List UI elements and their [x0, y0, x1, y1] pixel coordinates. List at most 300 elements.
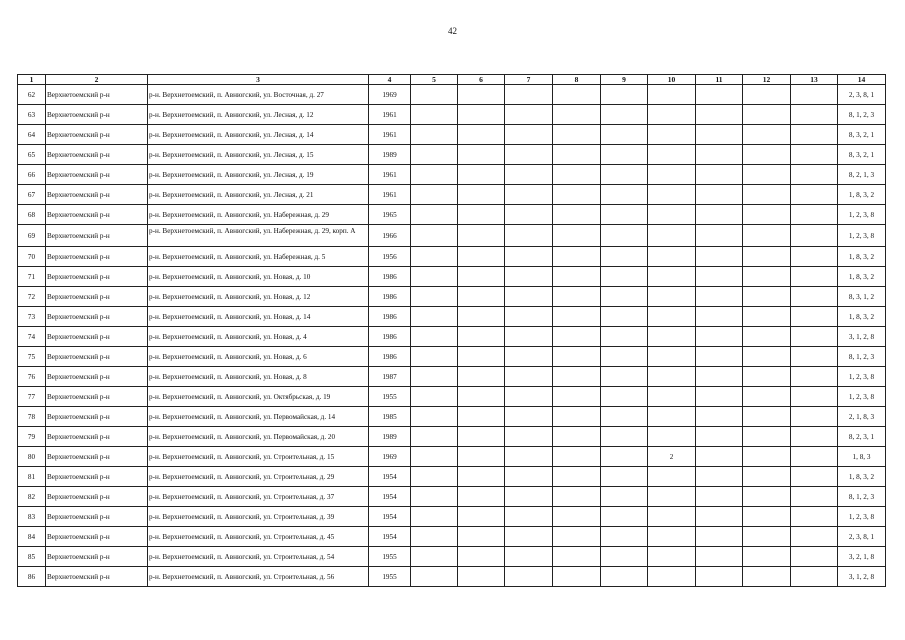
col-11-cell — [696, 205, 743, 225]
address-cell: р-н. Верхнетоемский, п. Авнюгский, ул. Первомайская, д. 14 — [148, 407, 369, 427]
col-13-cell — [791, 247, 838, 267]
col-9-cell — [601, 367, 648, 387]
district-cell: Верхнетоемский р-н — [46, 507, 148, 527]
col-7-cell — [505, 527, 553, 547]
address-cell: р-н. Верхнетоемский, п. Авнюгский, ул. Лесная, д. 21 — [148, 185, 369, 205]
col-9-cell — [601, 287, 648, 307]
col-7-cell — [505, 165, 553, 185]
row-number: 69 — [18, 225, 46, 247]
sequence-cell: 8, 1, 2, 3 — [838, 105, 886, 125]
year-cell: 1965 — [369, 205, 411, 225]
col-13-cell — [791, 507, 838, 527]
year-cell: 1956 — [369, 247, 411, 267]
address-cell: р-н. Верхнетоемский, п. Авнюгский, ул. Лесная, д. 19 — [148, 165, 369, 185]
col-11-cell — [696, 165, 743, 185]
col-12-cell — [743, 287, 791, 307]
col-12-cell — [743, 427, 791, 447]
col-12-cell — [743, 267, 791, 287]
col-9-cell — [601, 407, 648, 427]
col-8-cell — [553, 287, 601, 307]
district-cell: Верхнетоемский р-н — [46, 527, 148, 547]
sequence-cell: 8, 3, 2, 1 — [838, 125, 886, 145]
col-7-cell — [505, 427, 553, 447]
col-8-cell — [553, 347, 601, 367]
sequence-cell: 8, 1, 2, 3 — [838, 347, 886, 367]
col-5-cell — [411, 367, 458, 387]
column-header-14: 14 — [838, 75, 886, 85]
col-9-cell — [601, 225, 648, 247]
row-number: 86 — [18, 567, 46, 587]
col-7-cell — [505, 247, 553, 267]
year-cell: 1955 — [369, 567, 411, 587]
address-cell: р-н. Верхнетоемский, п. Авнюгский, ул. Новая, д. 10 — [148, 267, 369, 287]
col-8-cell — [553, 205, 601, 225]
district-cell: Верхнетоемский р-н — [46, 185, 148, 205]
col-12-cell — [743, 307, 791, 327]
col-8-cell — [553, 225, 601, 247]
table-row — [18, 547, 886, 567]
col-9-cell — [601, 507, 648, 527]
year-cell: 1966 — [369, 225, 411, 247]
table-row — [18, 407, 886, 427]
year-cell: 1954 — [369, 487, 411, 507]
district-cell: Верхнетоемский р-н — [46, 447, 148, 467]
address-cell: р-н. Верхнетоемский, п. Авнюгский, ул. Строительная, д. 39 — [148, 507, 369, 527]
col-12-cell — [743, 527, 791, 547]
col-10-cell — [648, 427, 696, 447]
table-row — [18, 327, 886, 347]
sequence-cell: 8, 3, 1, 2 — [838, 287, 886, 307]
row-number: 68 — [18, 205, 46, 225]
year-cell: 1986 — [369, 287, 411, 307]
col-6-cell — [458, 487, 505, 507]
col-7-cell — [505, 85, 553, 105]
col-6-cell — [458, 427, 505, 447]
col-6-cell — [458, 527, 505, 547]
col-10-cell — [648, 467, 696, 487]
address-cell: р-н. Верхнетоемский, п. Авнюгский, ул. Новая, д. 6 — [148, 347, 369, 367]
col-13-cell — [791, 165, 838, 185]
col-8-cell — [553, 507, 601, 527]
col-10-cell — [648, 185, 696, 205]
table-row — [18, 467, 886, 487]
col-6-cell — [458, 247, 505, 267]
col-7-cell — [505, 347, 553, 367]
col-9-cell — [601, 125, 648, 145]
district-cell: Верхнетоемский р-н — [46, 125, 148, 145]
sequence-cell: 8, 3, 2, 1 — [838, 145, 886, 165]
col-12-cell — [743, 387, 791, 407]
table-row — [18, 507, 886, 527]
district-cell: Верхнетоемский р-н — [46, 287, 148, 307]
col-10-cell — [648, 327, 696, 347]
column-header-9: 9 — [601, 75, 648, 85]
col-11-cell — [696, 447, 743, 467]
col-7-cell — [505, 105, 553, 125]
address-cell: р-н. Верхнетоемский, п. Авнюгский, ул. Лесная, д. 14 — [148, 125, 369, 145]
address-cell: р-н. Верхнетоемский, п. Авнюгский, ул. Лесная, д. 12 — [148, 105, 369, 125]
col-11-cell — [696, 307, 743, 327]
address-cell: р-н. Верхнетоемский, п. Авнюгский, ул. Набережная, д. 5 — [148, 247, 369, 267]
address-cell: р-н. Верхнетоемский, п. Авнюгский, ул. Новая, д. 4 — [148, 327, 369, 347]
sequence-cell: 3, 2, 1, 8 — [838, 547, 886, 567]
sequence-cell: 1, 8, 3 — [838, 447, 886, 467]
sequence-cell: 1, 8, 3, 2 — [838, 185, 886, 205]
district-cell: Верхнетоемский р-н — [46, 487, 148, 507]
sequence-cell: 1, 2, 3, 8 — [838, 205, 886, 225]
row-number: 63 — [18, 105, 46, 125]
row-number: 82 — [18, 487, 46, 507]
col-5-cell — [411, 407, 458, 427]
year-cell: 1954 — [369, 507, 411, 527]
col-12-cell — [743, 487, 791, 507]
col-11-cell — [696, 225, 743, 247]
col-9-cell — [601, 567, 648, 587]
table-row — [18, 387, 886, 407]
col-10-cell — [648, 165, 696, 185]
district-cell: Верхнетоемский р-н — [46, 165, 148, 185]
col-12-cell — [743, 447, 791, 467]
col-8-cell — [553, 447, 601, 467]
col-9-cell — [601, 145, 648, 165]
col-6-cell — [458, 447, 505, 467]
row-number: 79 — [18, 427, 46, 447]
col-5-cell — [411, 145, 458, 165]
col-7-cell — [505, 225, 553, 247]
col-12-cell — [743, 225, 791, 247]
col-6-cell — [458, 387, 505, 407]
year-cell: 1986 — [369, 347, 411, 367]
col-9-cell — [601, 205, 648, 225]
col-10-cell — [648, 547, 696, 567]
table-row — [18, 145, 886, 165]
col-5-cell — [411, 287, 458, 307]
table-row — [18, 347, 886, 367]
year-cell: 1986 — [369, 327, 411, 347]
col-7-cell — [505, 307, 553, 327]
row-number: 74 — [18, 327, 46, 347]
col-8-cell — [553, 267, 601, 287]
table-row — [18, 185, 886, 205]
col-6-cell — [458, 547, 505, 567]
sequence-cell: 1, 8, 3, 2 — [838, 307, 886, 327]
sequence-cell: 8, 1, 2, 3 — [838, 487, 886, 507]
col-7-cell — [505, 267, 553, 287]
col-10-cell — [648, 145, 696, 165]
col-5-cell — [411, 225, 458, 247]
col-7-cell — [505, 327, 553, 347]
col-11-cell — [696, 547, 743, 567]
address-cell: р-н. Верхнетоемский, п. Авнюгский, ул. Строительная, д. 29 — [148, 467, 369, 487]
row-number: 76 — [18, 367, 46, 387]
col-10-cell — [648, 487, 696, 507]
col-12-cell — [743, 185, 791, 205]
sequence-cell: 1, 2, 3, 8 — [838, 367, 886, 387]
col-9-cell — [601, 267, 648, 287]
col-13-cell — [791, 347, 838, 367]
col-9-cell — [601, 467, 648, 487]
col-7-cell — [505, 205, 553, 225]
col-11-cell — [696, 185, 743, 205]
row-number: 78 — [18, 407, 46, 427]
district-cell: Верхнетоемский р-н — [46, 327, 148, 347]
column-header-8: 8 — [553, 75, 601, 85]
row-number: 73 — [18, 307, 46, 327]
column-header-3: 3 — [148, 75, 369, 85]
col-10-cell — [648, 367, 696, 387]
table-row — [18, 427, 886, 447]
col-9-cell — [601, 185, 648, 205]
col-11-cell — [696, 427, 743, 447]
column-header-4: 4 — [369, 75, 411, 85]
col-5-cell — [411, 247, 458, 267]
row-number: 64 — [18, 125, 46, 145]
col-12-cell — [743, 327, 791, 347]
table-row — [18, 567, 886, 587]
col-7-cell — [505, 567, 553, 587]
row-number: 62 — [18, 85, 46, 105]
col-6-cell — [458, 287, 505, 307]
col-8-cell — [553, 387, 601, 407]
col-12-cell — [743, 467, 791, 487]
col-10-cell — [648, 507, 696, 527]
col-13-cell — [791, 105, 838, 125]
col-13-cell — [791, 85, 838, 105]
col-12-cell — [743, 105, 791, 125]
table-row — [18, 307, 886, 327]
col-6-cell — [458, 307, 505, 327]
table-row — [18, 205, 886, 225]
col-6-cell — [458, 567, 505, 587]
sequence-cell: 1, 2, 3, 8 — [838, 225, 886, 247]
column-header-1: 1 — [18, 75, 46, 85]
col-11-cell — [696, 85, 743, 105]
col-9-cell — [601, 347, 648, 367]
year-cell: 1961 — [369, 125, 411, 145]
sequence-cell: 3, 1, 2, 8 — [838, 327, 886, 347]
col-5-cell — [411, 467, 458, 487]
table-row — [18, 267, 886, 287]
sequence-cell: 8, 2, 3, 1 — [838, 427, 886, 447]
col-12-cell — [743, 247, 791, 267]
col-6-cell — [458, 205, 505, 225]
col-8-cell — [553, 145, 601, 165]
col-9-cell — [601, 547, 648, 567]
address-cell: р-н. Верхнетоемский, п. Авнюгский, ул. Новая, д. 8 — [148, 367, 369, 387]
col-11-cell — [696, 527, 743, 547]
col-5-cell — [411, 267, 458, 287]
col-13-cell — [791, 205, 838, 225]
col-9-cell — [601, 447, 648, 467]
year-cell: 1961 — [369, 105, 411, 125]
col-13-cell — [791, 447, 838, 467]
row-number: 66 — [18, 165, 46, 185]
district-cell: Верхнетоемский р-н — [46, 467, 148, 487]
col-7-cell — [505, 185, 553, 205]
col-7-cell — [505, 367, 553, 387]
col-11-cell — [696, 407, 743, 427]
header-row — [18, 75, 886, 85]
address-cell: р-н. Верхнетоемский, п. Авнюгский, ул. Первомайская, д. 20 — [148, 427, 369, 447]
table-body — [18, 85, 886, 587]
col-11-cell — [696, 467, 743, 487]
district-cell: Верхнетоемский р-н — [46, 427, 148, 447]
col-9-cell — [601, 85, 648, 105]
col-8-cell — [553, 547, 601, 567]
col-6-cell — [458, 347, 505, 367]
col-12-cell — [743, 547, 791, 567]
year-cell: 1987 — [369, 367, 411, 387]
col-6-cell — [458, 225, 505, 247]
col-13-cell — [791, 407, 838, 427]
row-number: 85 — [18, 547, 46, 567]
col-11-cell — [696, 287, 743, 307]
col-10-cell — [648, 347, 696, 367]
col-12-cell — [743, 567, 791, 587]
col-5-cell — [411, 165, 458, 185]
table-row — [18, 225, 886, 247]
col-5-cell — [411, 205, 458, 225]
table-row — [18, 105, 886, 125]
table-row — [18, 287, 886, 307]
col-12-cell — [743, 507, 791, 527]
col-5-cell — [411, 347, 458, 367]
col-8-cell — [553, 125, 601, 145]
row-number: 80 — [18, 447, 46, 467]
district-cell: Верхнетоемский р-н — [46, 85, 148, 105]
col-12-cell — [743, 407, 791, 427]
col-9-cell — [601, 247, 648, 267]
col-5-cell — [411, 307, 458, 327]
row-number: 75 — [18, 347, 46, 367]
col-5-cell — [411, 487, 458, 507]
col-10-cell — [648, 105, 696, 125]
col-5-cell — [411, 427, 458, 447]
page-number: 42 — [448, 26, 457, 36]
col-13-cell — [791, 467, 838, 487]
district-cell: Верхнетоемский р-н — [46, 205, 148, 225]
address-cell: р-н. Верхнетоемский, п. Авнюгский, ул. Строительная, д. 56 — [148, 567, 369, 587]
address-cell: р-н. Верхнетоемский, п. Авнюгский, ул. Строительная, д. 37 — [148, 487, 369, 507]
col-12-cell — [743, 85, 791, 105]
year-cell: 1954 — [369, 527, 411, 547]
col-9-cell — [601, 427, 648, 447]
address-cell: р-н. Верхнетоемский, п. Авнюгский, ул. Строительная, д. 15 — [148, 447, 369, 467]
col-7-cell — [505, 467, 553, 487]
col-9-cell — [601, 327, 648, 347]
col-11-cell — [696, 125, 743, 145]
year-cell: 1961 — [369, 165, 411, 185]
col-10-cell — [648, 247, 696, 267]
col-12-cell — [743, 205, 791, 225]
col-13-cell — [791, 145, 838, 165]
sequence-cell: 1, 8, 3, 2 — [838, 267, 886, 287]
row-number: 83 — [18, 507, 46, 527]
col-7-cell — [505, 487, 553, 507]
column-header-6: 6 — [458, 75, 505, 85]
col-6-cell — [458, 367, 505, 387]
col-11-cell — [696, 267, 743, 287]
col-8-cell — [553, 247, 601, 267]
col-7-cell — [505, 125, 553, 145]
col-8-cell — [553, 105, 601, 125]
col-9-cell — [601, 307, 648, 327]
row-number: 72 — [18, 287, 46, 307]
col-13-cell — [791, 125, 838, 145]
col-11-cell — [696, 367, 743, 387]
col-7-cell — [505, 387, 553, 407]
col-11-cell — [696, 247, 743, 267]
year-cell: 1955 — [369, 387, 411, 407]
col-9-cell — [601, 105, 648, 125]
col-10-cell — [648, 307, 696, 327]
column-header-5: 5 — [411, 75, 458, 85]
col-5-cell — [411, 547, 458, 567]
sequence-cell: 1, 8, 3, 2 — [838, 247, 886, 267]
col-5-cell — [411, 105, 458, 125]
col-8-cell — [553, 427, 601, 447]
address-cell: р-н. Верхнетоемский, п. Авнюгский, ул. Новая, д. 12 — [148, 287, 369, 307]
table-row — [18, 447, 886, 467]
col-12-cell — [743, 367, 791, 387]
col-7-cell — [505, 287, 553, 307]
col-10-cell — [648, 527, 696, 547]
col-11-cell — [696, 387, 743, 407]
col-11-cell — [696, 347, 743, 367]
col-5-cell — [411, 447, 458, 467]
column-header-12: 12 — [743, 75, 791, 85]
col-12-cell — [743, 145, 791, 165]
sequence-cell: 3, 1, 2, 8 — [838, 567, 886, 587]
col-11-cell — [696, 145, 743, 165]
col-13-cell — [791, 367, 838, 387]
sequence-cell: 1, 2, 3, 8 — [838, 387, 886, 407]
col-10-cell — [648, 85, 696, 105]
col-7-cell — [505, 547, 553, 567]
col-5-cell — [411, 387, 458, 407]
district-cell: Верхнетоемский р-н — [46, 307, 148, 327]
district-cell: Верхнетоемский р-н — [46, 105, 148, 125]
year-cell: 1986 — [369, 267, 411, 287]
col-13-cell — [791, 225, 838, 247]
district-cell: Верхнетоемский р-н — [46, 347, 148, 367]
col-7-cell — [505, 407, 553, 427]
row-number: 70 — [18, 247, 46, 267]
table-row — [18, 165, 886, 185]
address-cell: р-н. Верхнетоемский, п. Авнюгский, ул. Новая, д. 14 — [148, 307, 369, 327]
col-8-cell — [553, 165, 601, 185]
col-8-cell — [553, 327, 601, 347]
col-9-cell — [601, 387, 648, 407]
col-9-cell — [601, 527, 648, 547]
district-cell: Верхнетоемский р-н — [46, 407, 148, 427]
address-cell: р-н. Верхнетоемский, п. Авнюгский, ул. Лесная, д. 15 — [148, 145, 369, 165]
table-row — [18, 85, 886, 105]
col-11-cell — [696, 507, 743, 527]
col-8-cell — [553, 185, 601, 205]
year-cell: 1989 — [369, 145, 411, 165]
sequence-cell: 1, 2, 3, 8 — [838, 507, 886, 527]
district-cell: Верхнетоемский р-н — [46, 145, 148, 165]
col-12-cell — [743, 165, 791, 185]
col-10-cell — [648, 567, 696, 587]
col-6-cell — [458, 267, 505, 287]
district-cell: Верхнетоемский р-н — [46, 567, 148, 587]
year-cell: 1954 — [369, 467, 411, 487]
column-header-10: 10 — [648, 75, 696, 85]
col-6-cell — [458, 85, 505, 105]
col-6-cell — [458, 165, 505, 185]
